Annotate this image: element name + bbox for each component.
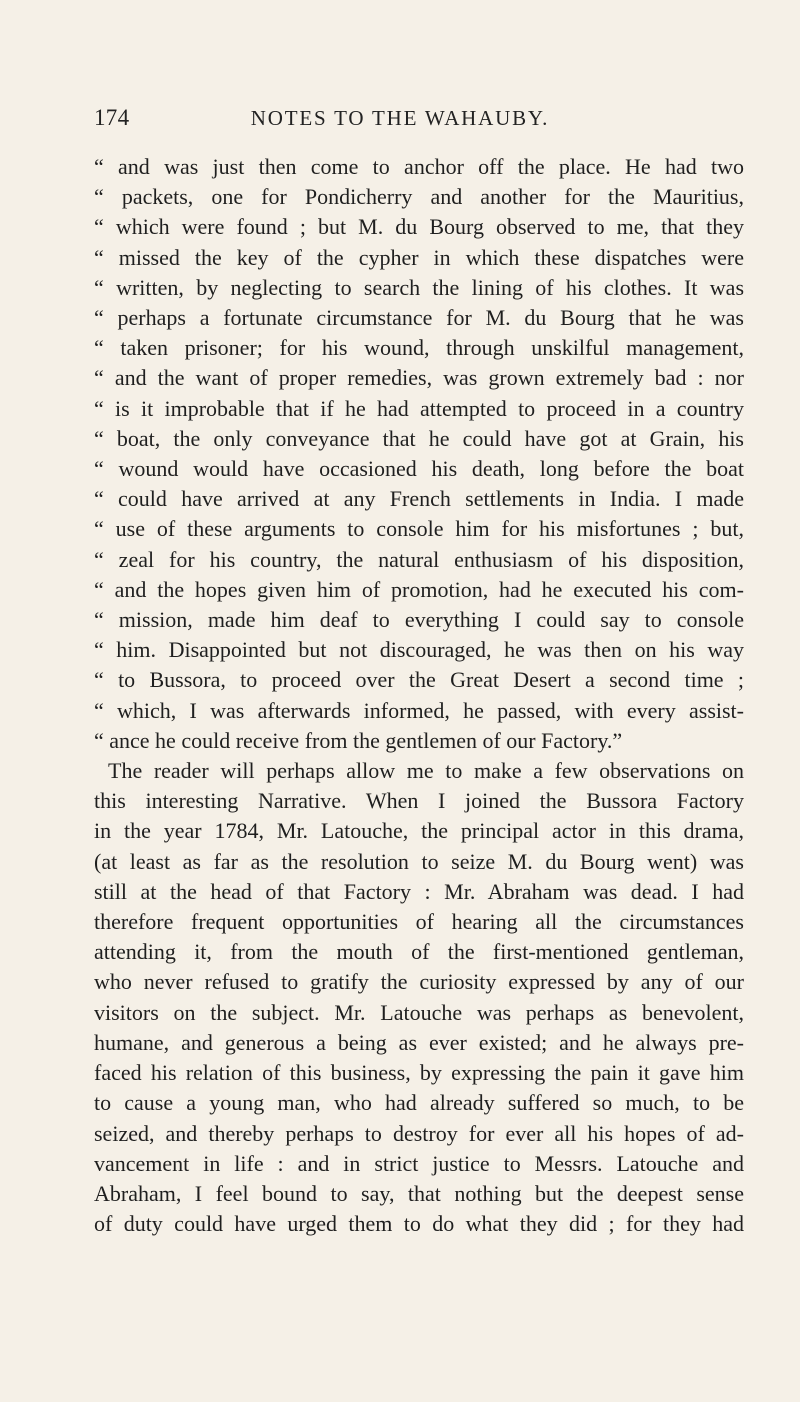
text-line: “ which were found ; but M. du Bourg observed to me, that they	[94, 214, 744, 240]
text-line: “ to Bussora, to proceed over the Great Desert a second time ;	[94, 667, 744, 693]
page-header	[0, 106, 800, 140]
text-line: still at the head of that Factory : Mr. Abraham was dead. I had	[94, 878, 744, 904]
text-line: to cause a young man, who had already suffered so much, to be	[94, 1090, 744, 1116]
text-line: “ and the want of proper remedies, was grown extremely bad : nor	[94, 365, 744, 391]
text-line: who never refused to gratify the curiosity expressed by any of our	[94, 969, 744, 995]
text-line: seized, and thereby perhaps to destroy for ever all his hopes of ad-	[94, 1120, 744, 1146]
text-line: “ perhaps a fortunate circumstance for M. du Bourg that he was	[94, 305, 744, 331]
text-line: in the year 1784, Mr. Latouche, the principal actor in this drama,	[94, 818, 744, 844]
text-line: (at least as far as the resolution to seize M. du Bourg went) was	[94, 848, 744, 874]
text-line: “ mission, made him deaf to everything I could say to console	[94, 607, 744, 633]
text-line: humane, and generous a being as ever existed; and he always pre-	[94, 1029, 744, 1055]
text-line: “ him. Disappointed but not discouraged, he was then on his way	[94, 637, 744, 663]
text-line: “ which, I was afterwards informed, he passed, with every assist-	[94, 697, 744, 723]
text-line: “ is it improbable that if he had attempted to proceed in a country	[94, 395, 744, 421]
text-line: this interesting Narrative. When I joined the Bussora Factory	[94, 788, 744, 814]
text-line: “ written, by neglecting to search the lining of his clothes. It was	[94, 274, 744, 300]
running-head: NOTES TO THE WAHAUBY.	[250, 106, 550, 130]
text-line: “ use of these arguments to console him for his misfortunes ; but,	[94, 516, 744, 542]
text-line: “ wound would have occasioned his death, long before the boat	[94, 456, 744, 482]
text-line: The reader will perhaps allow me to make a few observations on	[108, 758, 744, 784]
page-number: 174	[94, 105, 130, 130]
text-line: “ zeal for his country, the natural enthusiasm of his disposition,	[94, 546, 744, 572]
text-line: “ boat, the only conveyance that he could have got at Grain, his	[94, 425, 744, 451]
text-line: faced his relation of this business, by expressing the pain it gave him	[94, 1060, 744, 1086]
text-line: “ and was just then come to anchor off the place. He had two	[94, 154, 744, 179]
text-line: attending it, from the mouth of the first-mentioned gentleman,	[94, 939, 744, 965]
text-line: therefore frequent opportunities of hearing all the circumstances	[94, 909, 744, 935]
body-text	[94, 152, 744, 1239]
text-line: of duty could have urged them to do what they did ; for they had	[94, 1211, 744, 1237]
text-line: vancement in life : and in strict justice to Messrs. Latouche and	[94, 1150, 744, 1176]
text-line: “ could have arrived at any French settlements in India. I made	[94, 486, 744, 512]
text-line: “ ance he could receive from the gentlemen of our Factory.”	[94, 727, 623, 753]
text-line: “ missed the key of the cypher in which these dispatches were	[94, 244, 744, 270]
text-line: “ taken prisoner; for his wound, through unskilful management,	[94, 335, 744, 361]
text-line: Abraham, I feel bound to say, that nothing but the deepest sense	[94, 1180, 744, 1206]
text-line: visitors on the subject. Mr. Latouche was perhaps as benevolent,	[94, 999, 744, 1025]
text-line: “ and the hopes given him of promotion, had he executed his com-	[94, 576, 744, 602]
text-line: “ packets, one for Pondicherry and another for the Mauritius,	[94, 184, 744, 210]
